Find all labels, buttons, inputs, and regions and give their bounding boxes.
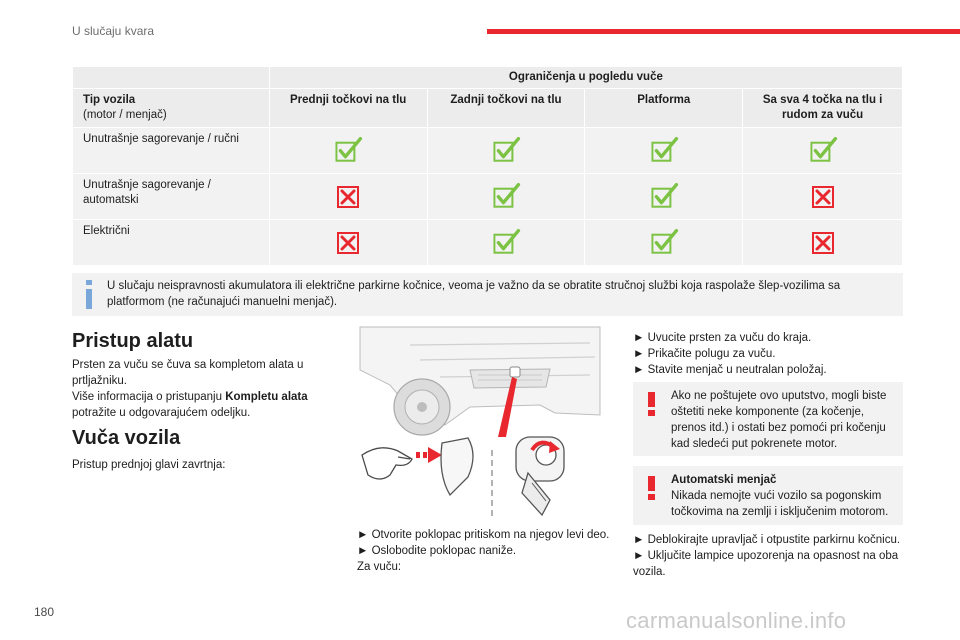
mark-cell bbox=[269, 128, 427, 174]
section-title-towing: Vuča vozila bbox=[72, 427, 181, 449]
middle-steps bbox=[357, 527, 612, 575]
mark-cell bbox=[427, 174, 585, 220]
row-label: Unutrašnje sagorevanje / automatski bbox=[73, 174, 270, 220]
column-header: Prednji točkovi na tlu bbox=[269, 89, 427, 128]
tool-kit-link: Kompletu alata bbox=[225, 391, 308, 403]
type-header-title: Tip vozila bbox=[83, 94, 136, 106]
cross-icon bbox=[812, 186, 834, 208]
page-number: 180 bbox=[34, 605, 55, 619]
mark-cell bbox=[269, 174, 427, 220]
check-icon bbox=[651, 182, 679, 208]
mark-cell bbox=[743, 220, 903, 266]
check-icon bbox=[493, 228, 521, 254]
column-header: Platforma bbox=[585, 89, 743, 128]
check-icon bbox=[651, 228, 679, 254]
warning-text-automatic bbox=[633, 466, 903, 526]
column-header: Sa sva 4 točka na tlu i rudom za vuču bbox=[743, 89, 903, 128]
mark-cell bbox=[427, 220, 585, 266]
table-row bbox=[73, 128, 903, 174]
table-row bbox=[73, 174, 903, 220]
info-note-text: U slučaju neispravnosti akumulatora ili električne parkirne kočnice, veoma je važno da se obratite stručnoj službi koja raspolaže šlep-vozilima sa platformom (ne računajući manuelni menjač). bbox=[107, 280, 841, 308]
mark-cell bbox=[427, 128, 585, 174]
info-note bbox=[72, 273, 903, 316]
row-label: Električni bbox=[73, 220, 270, 266]
warning-damage-body: Ako ne poštujete ovo uputstvo, mogli biste oštetiti neke komponente (za kočenje, prenos itd.) i ostati bez pomoći pri kočenju kad sledeći put pokrenete motor. bbox=[671, 390, 887, 450]
table-row bbox=[73, 220, 903, 266]
type-header-sub: (motor / menjač) bbox=[83, 109, 167, 121]
header-accent-bar bbox=[487, 29, 960, 34]
running-header: U slučaju kvara bbox=[72, 24, 155, 38]
for-towing-label: Za vuču: bbox=[357, 561, 402, 573]
right-steps bbox=[633, 330, 908, 378]
watermark: carmanualsonline.info bbox=[626, 608, 847, 633]
column-header: Zadnji točkovi na tlu bbox=[427, 89, 585, 128]
check-icon bbox=[810, 136, 838, 162]
check-icon bbox=[651, 136, 679, 162]
tool-access-para: Prsten za vuču se čuva sa kompletom alata u prtljažniku. bbox=[72, 359, 304, 387]
step-attach-bar: ► Prikačite polugu za vuču. bbox=[633, 348, 776, 360]
step-neutral: ► Stavite menjač u neutralan položaj. bbox=[633, 364, 827, 376]
mark-cell bbox=[743, 128, 903, 174]
warning-box-automatic bbox=[633, 466, 903, 525]
ref-prefix: Više informacija o pristupanju bbox=[72, 391, 226, 403]
mark-cell bbox=[585, 220, 743, 266]
section-title-tool-access: Pristup alatu bbox=[72, 330, 194, 352]
row-label: Unutrašnje sagorevanje / ručni bbox=[73, 128, 270, 174]
warning-automatic-body: Nikada nemojte vući vozilo sa pogonskim točkovima na zemlji i isključenim motorom. bbox=[671, 490, 889, 518]
towing-table bbox=[72, 66, 903, 266]
warning-automatic-title: Automatski menjač bbox=[671, 474, 777, 486]
cross-icon bbox=[337, 232, 359, 254]
check-icon bbox=[493, 182, 521, 208]
type-header bbox=[73, 89, 270, 128]
warning-box-damage bbox=[633, 382, 903, 456]
towing-para: Pristup prednjoj glavi zavrtnja: bbox=[72, 459, 226, 471]
step-insert-ring: ► Uvucite prsten za vuču do kraja. bbox=[633, 332, 812, 344]
check-icon bbox=[493, 136, 521, 162]
table-group-header: Ograničenja u pogledu vuče bbox=[269, 67, 902, 89]
step-open-cover: ► Otvorite poklopac pritiskom na njegov levi deo. bbox=[357, 529, 610, 541]
step-unlock-steering: ► Deblokirajte upravljač i otpustite parkirnu kočnicu. bbox=[633, 534, 901, 546]
mark-cell bbox=[269, 220, 427, 266]
mark-cell bbox=[585, 174, 743, 220]
step-release-cover: ► Oslobodite poklopac naniže. bbox=[357, 545, 517, 557]
cross-icon bbox=[812, 232, 834, 254]
mark-cell bbox=[743, 174, 903, 220]
warning-icon bbox=[647, 476, 656, 500]
towing-eye-illustration bbox=[350, 325, 605, 522]
ref-suffix: potražite u odgovarajućem odeljku. bbox=[72, 407, 251, 419]
info-icon bbox=[84, 280, 94, 309]
check-icon bbox=[336, 136, 364, 162]
table-corner bbox=[73, 67, 270, 89]
tool-kit-reference bbox=[72, 389, 334, 421]
right-steps-2 bbox=[633, 532, 908, 580]
warning-text-damage bbox=[633, 382, 903, 458]
cross-icon bbox=[337, 186, 359, 208]
warning-icon bbox=[647, 392, 656, 416]
step-hazard-lights: ► Uključite lampice upozorenja na opasnost na oba vozila. bbox=[633, 550, 899, 578]
mark-cell bbox=[585, 128, 743, 174]
